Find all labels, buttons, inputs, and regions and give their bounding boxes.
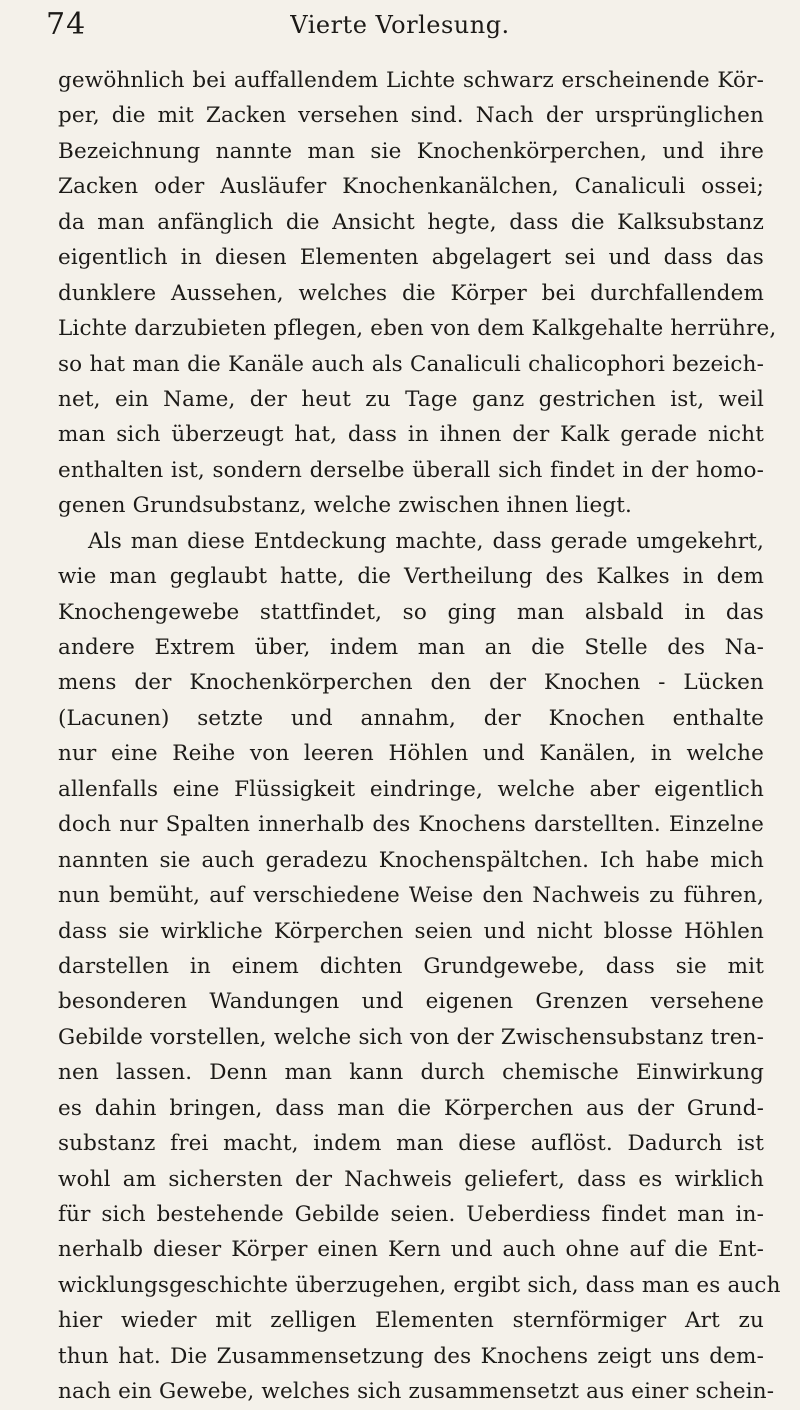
text-line: net, ein Name, der heut zu Tage ganz gestrichen ist, weil	[58, 386, 764, 412]
running-head	[0, 0, 800, 60]
text-line: (Lacunen) setzte und annahm, der Knochen enthalte	[58, 705, 764, 731]
paragraph-end-line: genen Grundsubstanz, welche zwischen ihnen liegt.	[58, 493, 633, 519]
text-line: thun hat. Die Zusammensetzung des Knochens zeigt uns dem-	[58, 1343, 764, 1369]
text-line: nen lassen. Denn man kann durch chemische Einwirkung	[58, 1060, 764, 1086]
paragraph-start-line: Als man diese Entdeckung machte, dass gerade umgekehrt,	[88, 528, 764, 554]
text-line: es dahin bringen, dass man die Körperchen aus der Grund-	[58, 1095, 764, 1121]
text-line: per, die mit Zacken versehen sind. Nach der ursprünglichen	[58, 103, 764, 129]
text-line: so hat man die Kanäle auch als Canaliculi chalicophori bezeich-	[58, 351, 764, 377]
text-line: nur eine Reihe von leeren Höhlen und Kanälen, in welche	[58, 741, 764, 767]
page-number: 74	[46, 7, 87, 42]
text-line: doch nur Spalten innerhalb des Knochens darstellten. Einzelne	[58, 812, 764, 838]
text-line: mens der Knochenkörperchen den der Knochen - Lücken	[58, 670, 764, 696]
text-line: man sich überzeugt hat, dass in ihnen der Kalk gerade nicht	[58, 422, 764, 448]
text-line: Gebilde vorstellen, welche sich von der Zwischensubstanz tren-	[58, 1024, 764, 1050]
text-line: Zacken oder Ausläufer Knochenkanälchen, Canaliculi ossei;	[58, 174, 764, 200]
text-line: substanz frei macht, indem man diese auflöst. Dadurch ist	[58, 1131, 764, 1157]
text-line: Lichte darzubieten pflegen, eben von dem Kalkgehalte herrühre,	[58, 316, 777, 342]
text-line: wicklungsgeschichte überzugehen, ergibt sich, dass man es auch	[58, 1272, 781, 1298]
text-line: nach ein Gewebe, welches sich zusammensetzt aus einer schein-	[58, 1379, 775, 1405]
text-line: nannten sie auch geradezu Knochenspältchen. Ich habe mich	[58, 847, 764, 873]
text-line: Knochengewebe stattfindet, so ging man alsbald in das	[58, 599, 764, 625]
text-line: allenfalls eine Flüssigkeit eindringe, welche aber eigentlich	[58, 776, 764, 802]
text-line: für sich bestehende Gebilde seien. Ueberdiess findet man in-	[58, 1202, 764, 1227]
text-line: Bezeichnung nannte man sie Knochenkörperchen, und ihre	[58, 138, 764, 164]
text-line: hier wieder mit zelligen Elementen sternförmiger Art zu	[58, 1308, 764, 1334]
text-line: nun bemüht, auf verschiedene Weise den Nachweis zu führen,	[58, 883, 764, 909]
text-line: eigentlich in diesen Elementen abgelagert sei und dass das	[58, 245, 764, 271]
text-line: dunklere Aussehen, welches die Körper bei durchfallendem	[58, 280, 764, 306]
text-line: nerhalb dieser Körper einen Kern und auch ohne auf die Ent-	[58, 1237, 764, 1263]
text-line: darstellen in einem dichten Grundgewebe, dass sie mit	[58, 953, 764, 979]
body-text	[58, 63, 781, 1410]
text-line: dass sie wirkliche Körperchen seien und nicht blosse Höhlen	[58, 918, 764, 944]
text-line: besonderen Wandungen und eigenen Grenzen versehene	[58, 989, 764, 1015]
text-line: gewöhnlich bei auffallendem Lichte schwarz erscheinende Kör-	[58, 68, 764, 93]
text-line: wohl am sichersten der Nachweis geliefert, dass es wirklich	[58, 1166, 764, 1192]
text-line: andere Extrem über, indem man an die Stelle des Na-	[58, 635, 764, 660]
text-line: da man anfänglich die Ansicht hegte, dass die Kalksubstanz	[58, 209, 764, 235]
text-line: wie man geglaubt hatte, die Vertheilung des Kalkes in dem	[58, 564, 764, 590]
running-title: Vierte Vorlesung.	[290, 11, 510, 39]
text-line: enthalten ist, sondern derselbe überall sich findet in der homo-	[58, 457, 764, 483]
